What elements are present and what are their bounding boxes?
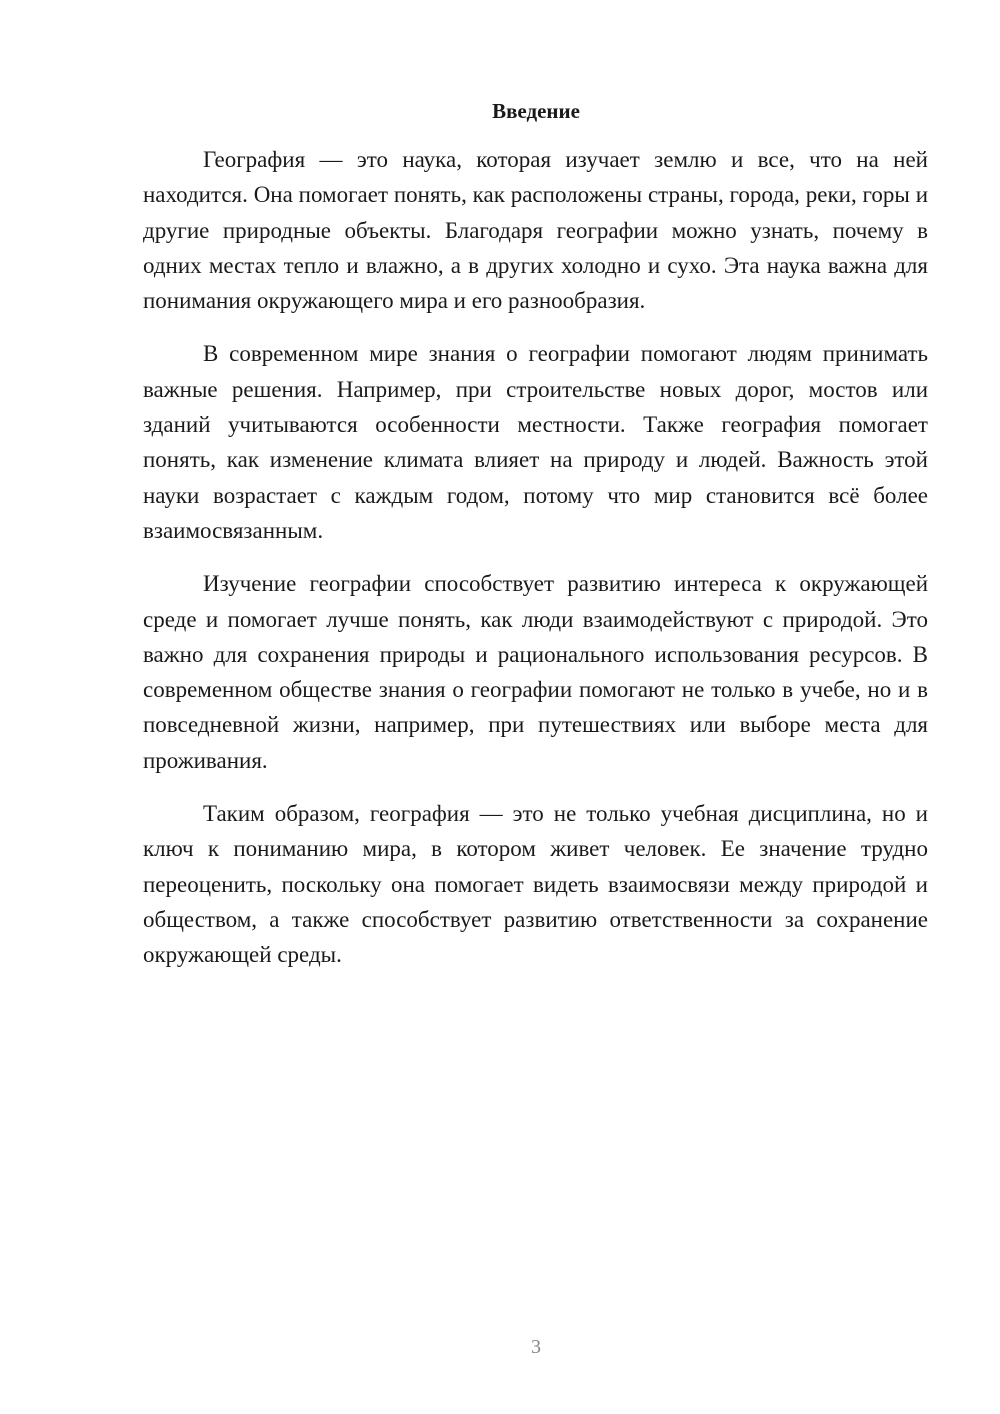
paragraph-3: Изучение географии способствует развитию интереса к окружающей среде и помогает лучше понять, как люди взаимодействуют с природой. Это важно для сохранения природы и рационального использования ресурсов. В современном обществе знания о географии помогают не только в учебе, но и в повседневной жизни, например, при путешествиях или выборе места для проживания. (143, 571, 928, 773)
paragraph-2: В современном мире знания о географии помогают людям принимать важные решения. Например, при строительстве новых дорог, мостов или зданий учитываются особенности местности. Также география помогает понять, как изменение климата влияет на природу и людей. Важность этой науки возрастает с каждым годом, потому что мир становится всё более взаимосвязанным. (143, 341, 928, 543)
paragraph-1: География — это наука, которая изучает землю и все, что на ней находится. Она помогает понять, как расположены страны, города, реки, горы и другие природные объекты. Благодаря географии можно узнать, почему в одних местах тепло и влажно, а в других холодно и сухо. Эта наука важна для понимания окружающего мира и его разнообразия. (143, 147, 928, 314)
page-number: 3 (531, 1336, 541, 1358)
paragraph-4: Таким образом, география — это не только учебная дисциплина, но и ключ к пониманию мира, в котором живет человек. Ее значение трудно переоценить, поскольку она помогает видеть взаимосвязи между природой и обществом, а также способствует развитию ответственности за сохранение окружающей среды. (143, 801, 928, 968)
body-text (143, 142, 928, 991)
page-title: Введение (492, 99, 580, 123)
